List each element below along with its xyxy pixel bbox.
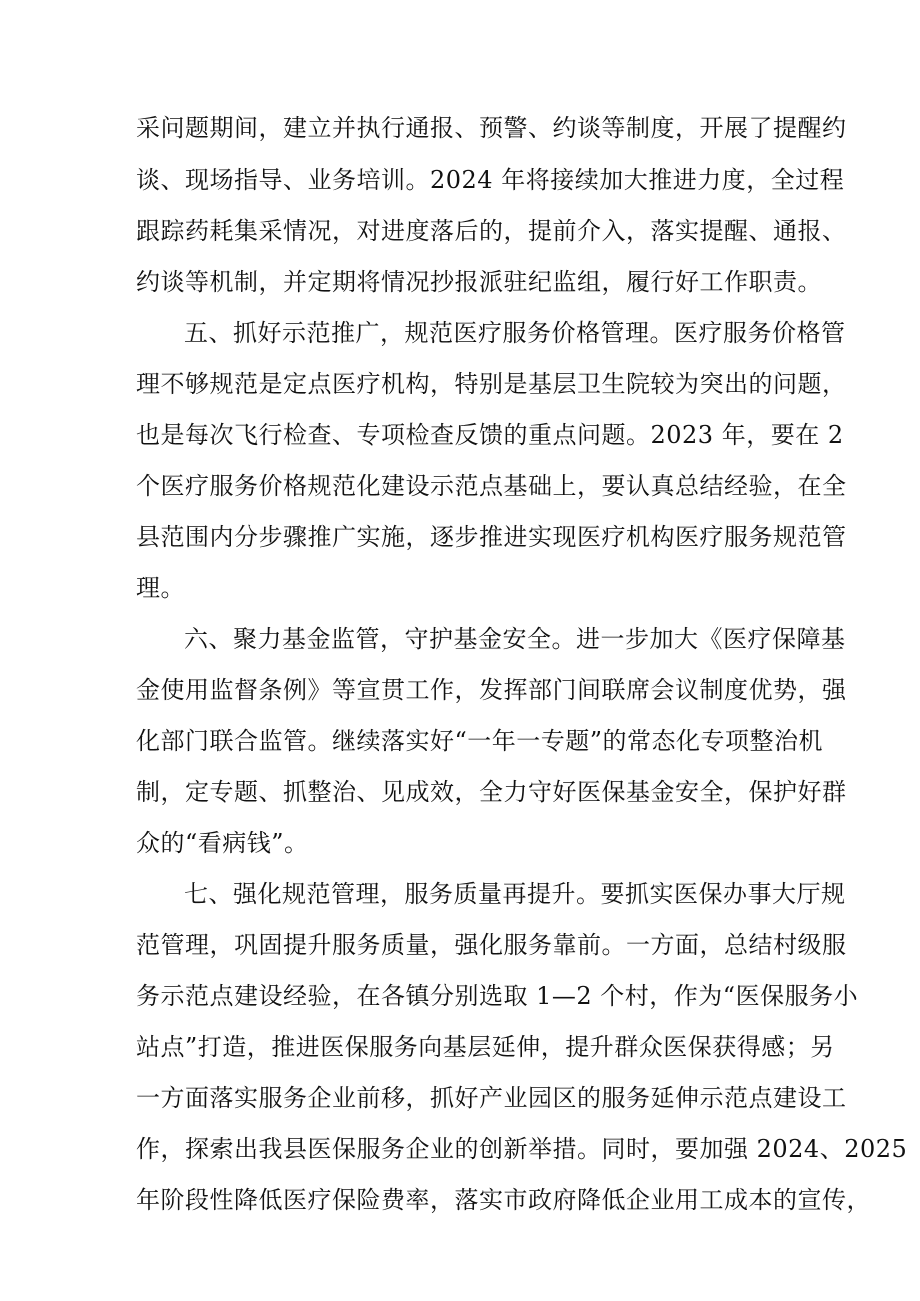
text-line: 作，探索出我县医保服务企业的创新举措。同时，要加强 2024、2025 (136, 1135, 908, 1163)
paragraph-heading-line: 七、强化规范管理，服务质量再提升。要抓实医保办事大厅规 (184, 880, 846, 908)
text-line: 个医疗服务价格规范化建设示范点基础上，要认真总结经验，在全 (136, 472, 847, 500)
text-line: 县范围内分步骤推广实施，逐步推进实现医疗机构医疗服务规范管 (136, 523, 847, 551)
text-line: 金使用监督条例》等宣贯工作，发挥部门间联席会议制度优势，强 (136, 676, 847, 704)
text-line: 也是每次飞行检查、专项检查反馈的重点问题。2023 年，要在 2 (136, 421, 844, 449)
text-line: 年阶段性降低医疗保险费率，落实市政府降低企业用工成本的宣传， (136, 1186, 871, 1214)
text-line: 范管理，巩固提升服务质量，强化服务靠前。一方面，总结村级服 (136, 931, 847, 959)
text-line: 站点”打造，推进医保服务向基层延伸，提升群众医保获得感；另 (136, 1033, 835, 1061)
text-line: 采问题期间，建立并执行通报、预警、约谈等制度，开展了提醒约 (136, 114, 847, 142)
text-line: 理。 (136, 574, 185, 602)
text-line: 约谈等机制，并定期将情况抄报派驻纪监组，履行好工作职责。 (136, 268, 822, 296)
text-line: 跟踪药耗集采情况，对进度落后的，提前介入，落实提醒、通报、 (136, 217, 847, 245)
text-line: 一方面落实服务企业前移，抓好产业园区的服务延伸示范点建设工 (136, 1084, 847, 1112)
text-line: 谈、现场指导、业务培训。2024 年将接续加大推进力度，全过程 (136, 166, 845, 194)
text-line: 众的“看病钱”。 (136, 829, 309, 857)
text-line: 务示范点建设经验，在各镇分别选取 1—2 个村，作为“医保服务小 (136, 982, 859, 1010)
paragraph-heading-line: 五、抓好示范推广，规范医疗服务价格管理。医疗服务价格管 (184, 319, 846, 347)
text-line: 制，定专题、抓整治、见成效，全力守好医保基金安全，保护好群 (136, 778, 847, 806)
text-line: 化部门联合监管。继续落实好“一年一专题”的常态化专项整治机 (136, 727, 824, 755)
text-line: 理不够规范是定点医疗机构，特别是基层卫生院较为突出的问题， (136, 370, 847, 398)
paragraph-heading-line: 六、聚力基金监管，守护基金安全。进一步加大《医疗保障基 (184, 625, 846, 653)
